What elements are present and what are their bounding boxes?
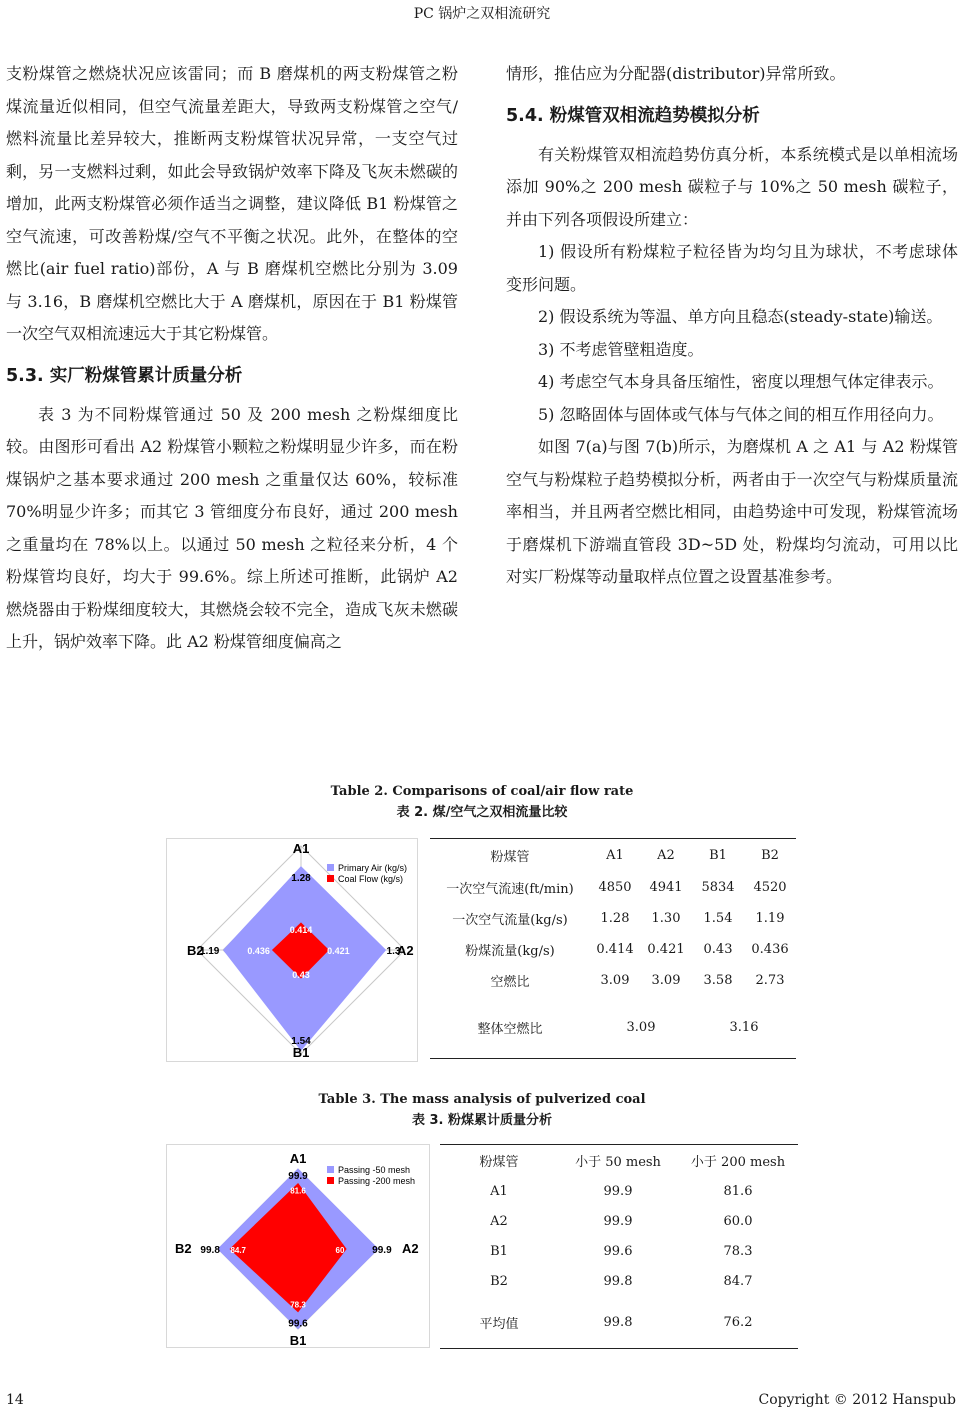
- section-heading-5-4: 5.4. 粉煤管双相流趋势模拟分析: [506, 105, 760, 126]
- table3-radar-chart: [166, 1144, 430, 1348]
- table-cell: 2.73: [755, 973, 785, 988]
- table-header-cell: 小于 50 mesh: [575, 1154, 661, 1170]
- table-cell: 0.43: [703, 942, 733, 957]
- radar-category-label: A2: [402, 1241, 419, 1256]
- table-cell: 99.8: [603, 1273, 633, 1289]
- table-cell: 空燃比: [490, 975, 530, 990]
- table-cell: 1.30: [651, 911, 681, 926]
- table-row: [430, 934, 796, 965]
- table-cell: B1: [490, 1243, 508, 1259]
- radar-category-label: B2: [175, 1241, 192, 1256]
- table-cell: 3.09: [651, 973, 681, 988]
- radar-value-label: 81.6: [290, 1186, 306, 1196]
- table-header-cell: B1: [709, 847, 727, 863]
- table-cell: 平均值: [479, 1316, 519, 1332]
- table-cell: 1.28: [600, 911, 630, 926]
- table-cell: 81.6: [723, 1183, 753, 1199]
- table-cell: 4520: [753, 880, 787, 895]
- radar-value-label: 1.19: [199, 946, 220, 957]
- table-cell: 99.8: [603, 1314, 633, 1330]
- paragraph: 表 3 为不同粉煤管通过 50 及 200 mesh 之粉煤细度比较。由图形可看出 A2 粉煤管小颗粒之粉煤明显少许多，而在粉煤锅炉之基本要求通过 200 mesh 之重量仅达 60%，较标准 70%明显少许多；而其它 3 管细度分布良好，通过 200 mesh 之重量均在 78%以上。以通过 50 mesh 之粒径来分析，4 个粉煤管均良好，均大于 99.6%。综上所述可推断，此锅炉 A2 燃烧器由于粉煤细度较大，其燃烧会较不完全，造成飞灰未燃碳上升，锅炉效率下降。此 A2 粉煤管细度偏高之: [6, 404, 458, 651]
- table3-caption-en: Table 3. The mass analysis of pulverized coal: [318, 1092, 646, 1107]
- legend-label: Passing -200 mesh: [338, 1176, 416, 1186]
- table-cell: 84.7: [723, 1273, 753, 1289]
- table-cell: 60.0: [723, 1213, 753, 1229]
- table-cell: 1.19: [755, 911, 785, 926]
- table-row: [430, 872, 796, 903]
- radar-value-label: 1.54: [291, 1036, 311, 1048]
- running-head: PC 锅炉之双相流研究: [413, 6, 551, 22]
- radar-category-label: B2: [187, 943, 204, 958]
- table-cell: A1: [490, 1183, 508, 1199]
- radar-value-label: 99.9: [288, 1171, 308, 1183]
- page-number: 14: [6, 1392, 24, 1408]
- radar-value-label: 78.3: [290, 1300, 306, 1310]
- table-cell: 78.3: [723, 1243, 753, 1259]
- radar-category-label: A2: [397, 943, 414, 958]
- table-row: [440, 1236, 798, 1266]
- assumption-item: 5) 忽略固体与固体或气体与气体之间的相互作用径向力。: [538, 404, 944, 424]
- radar-value-label: 99.8: [200, 1245, 220, 1256]
- table-row: [440, 1206, 798, 1236]
- radar-value-label: 99.6: [288, 1318, 308, 1330]
- table3-caption: [0, 1089, 964, 1131]
- table-cell: 3.09: [600, 973, 630, 988]
- paragraph: 有关粉煤管双相流趋势仿真分析，本系统模式是以单相流场添加 90%之 200 mesh 碳粒子与 10%之 50 mesh 碳粒子，并由下列各项假设所建立：: [506, 144, 958, 229]
- legend-swatch: [327, 875, 334, 882]
- radar-category-label: A1: [292, 841, 310, 856]
- table-cell: B2: [490, 1273, 508, 1289]
- legend-swatch: [327, 864, 334, 871]
- legend-label: Primary Air (kg/s): [338, 863, 408, 873]
- table-cell: 4850: [598, 880, 632, 895]
- radar-value-label: 60: [335, 1246, 345, 1255]
- table-average-row: [440, 1296, 798, 1348]
- table-cell: A2: [490, 1213, 508, 1229]
- radar-value-label: 1.3: [386, 946, 401, 957]
- radar-value-label: 0.414: [289, 925, 313, 936]
- assumption-item: 2) 假设系统为等温、单方向且稳态(steady-state)输送。: [538, 307, 943, 326]
- table-cell: 3.09: [626, 1019, 656, 1035]
- table-header-cell: A1: [606, 847, 624, 863]
- table-cell: 4941: [649, 880, 683, 895]
- paragraph: 情形，推估应为分配器(distributor)异常所致。: [506, 64, 846, 83]
- table-header-cell: 粉煤管: [490, 849, 530, 865]
- table-cell: 0.414: [596, 942, 634, 957]
- table-cell: 粉煤流量(kg/s): [465, 944, 555, 959]
- table-cell: 99.9: [603, 1213, 633, 1229]
- paragraph: 支粉煤管之燃烧状况应该雷同；而 B 磨煤机的两支粉煤管之粉煤流量近似相同，但空气流量差距大，导致两支粉煤管之空气/燃料流量比差异较大，推断两支粉煤管状况异常，一支空气过剩，另一支燃料过剩，如此会导致锅炉效率下降及飞灰未燃碳的增加，此两支粉煤管必须作适当之调整，建议降低 B1 粉煤管之空气流速，可改善粉煤/空气不平衡之状况。此外，在整体的空燃比(air fuel ratio)部份，A 与 B 磨煤机空燃比分别为 3.09 与 3.16，B 磨煤机空燃比大于 A 磨煤机，原因在于 B1 粉煤管一次空气双相流速远大于其它粉煤管。: [6, 64, 458, 343]
- table-cell: 5834: [701, 880, 735, 895]
- table-cell: 1.54: [703, 911, 733, 926]
- radar-category-label: B1: [292, 1045, 310, 1060]
- radar-chart-svg: [167, 1145, 429, 1347]
- legend-swatch: [327, 1177, 334, 1184]
- table-row: [430, 903, 796, 934]
- radar-value-label: 84.7: [230, 1246, 247, 1255]
- table-header-cell: B2: [761, 847, 779, 863]
- table-cell: 3.16: [729, 1019, 759, 1035]
- table-bottom-rule: [440, 1348, 798, 1349]
- table-row: [430, 965, 796, 996]
- table-header-row: [430, 838, 796, 872]
- radar-category-label: A1: [289, 1151, 307, 1166]
- table-cell: 一次空气流速(ft/min): [446, 882, 574, 897]
- table-header-cell: 小于 200 mesh: [690, 1154, 786, 1170]
- table-cell: 0.436: [751, 942, 789, 957]
- table-bottom-rule: [430, 1058, 796, 1059]
- radar-value-label: 0.436: [247, 946, 270, 956]
- radar-value-label: 0.421: [327, 946, 350, 956]
- table3-caption-zh: 表 3. 粉煤累计质量分析: [411, 1113, 553, 1128]
- right-column: [506, 58, 958, 594]
- assumption-item: 3) 不考虑管壁粗造度。: [538, 339, 704, 359]
- table3: [440, 1144, 798, 1348]
- paragraph: 如图 7(a)与图 7(b)所示，为磨煤机 A 之 A1 与 A2 粉煤管空气与粉煤粒子趋势模拟分析，两者由于一次空气与粉煤质量流率相当，并且两者空燃比相同，由趋势途中可发现，粉煤管流场于磨煤机下游端直管段 3D~5D 处，粉煤均匀流动，可用以比对实厂粉煤等动量取样点位置之设置基准参考。: [506, 437, 958, 586]
- table2-radar-chart: [166, 838, 418, 1062]
- table-row: [440, 1176, 798, 1206]
- table-cell: 99.9: [603, 1183, 633, 1199]
- table-header-cell: 粉煤管: [479, 1154, 519, 1170]
- left-column: [6, 58, 458, 659]
- table-cell: 76.2: [723, 1314, 753, 1330]
- table2-caption-en: Table 2. Comparisons of coal/air flow rate: [330, 784, 634, 799]
- radar-category-label: B1: [289, 1333, 307, 1347]
- table-cell: 99.6: [603, 1243, 633, 1259]
- radar-value-label: 1.28: [291, 872, 311, 884]
- table2-caption-zh: 表 2. 煤/空气之双相流量比较: [396, 805, 568, 820]
- assumption-item: 1) 假设所有粉煤粒子粒径皆为均匀且为球状，不考虑球体变形问题。: [506, 242, 958, 294]
- table-header-row: [440, 1144, 798, 1176]
- radar-value-label: 0.43: [292, 969, 310, 980]
- radar-chart-svg: [167, 839, 417, 1061]
- legend-label: Passing -50 mesh: [338, 1165, 411, 1175]
- table-cell: 3.58: [703, 973, 733, 988]
- legend-swatch: [327, 1166, 334, 1173]
- table-row: [440, 1266, 798, 1296]
- legend-label: Coal Flow (kg/s): [338, 874, 404, 884]
- table-cell: 整体空燃比: [477, 1021, 543, 1037]
- table2-caption: [0, 781, 964, 823]
- copyright: Copyright © 2012 Hanspub: [758, 1392, 956, 1408]
- table-overall-row: [430, 996, 796, 1058]
- table-header-cell: A2: [657, 847, 675, 863]
- section-heading-5-3: 5.3. 实厂粉煤管累计质量分析: [6, 365, 243, 386]
- radar-value-label: 99.9: [372, 1245, 392, 1256]
- assumption-item: 4) 考虑空气本身具备压缩性，密度以理想气体定律表示。: [538, 372, 944, 391]
- table2: [430, 838, 796, 1058]
- table-cell: 0.421: [647, 942, 685, 957]
- table-cell: 一次空气流量(kg/s): [452, 913, 568, 928]
